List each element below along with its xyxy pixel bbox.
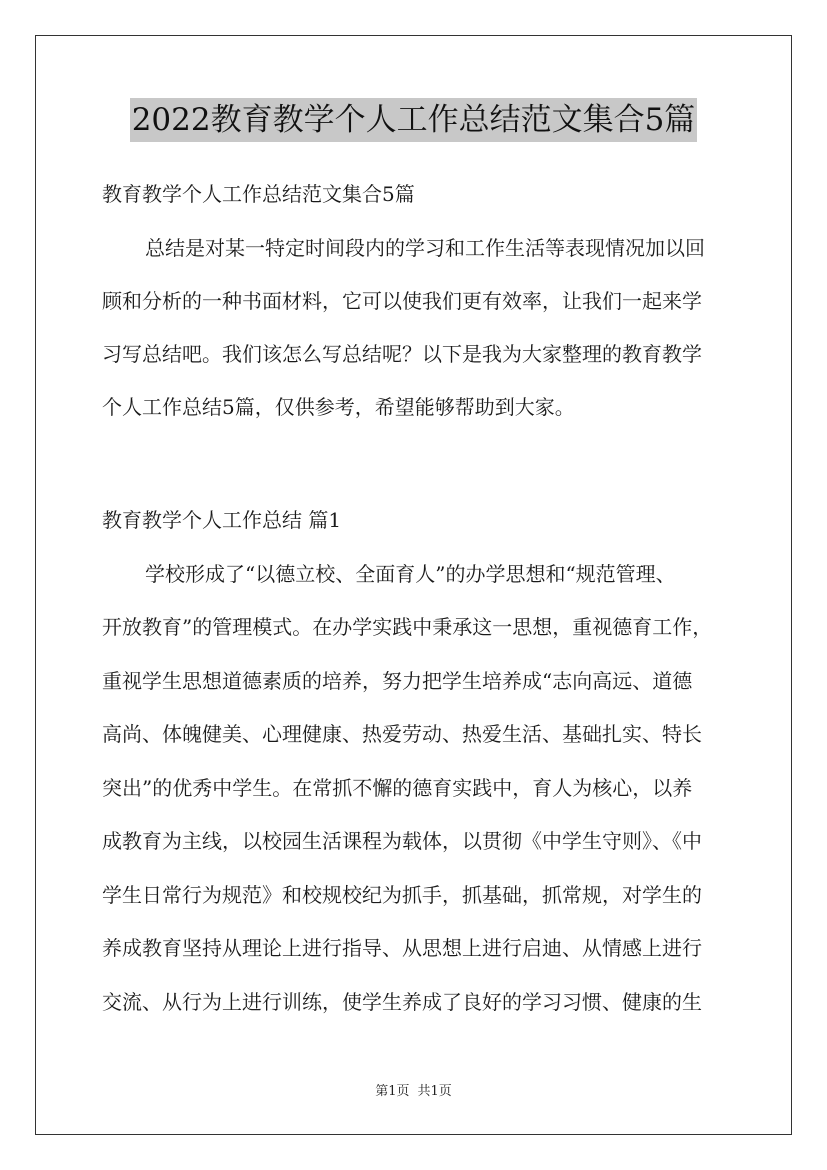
intro-line: 总结是对某一特定时间段内的学习和工作生活等表现情况加以回 — [145, 236, 705, 260]
page-footer — [0, 1083, 827, 1101]
body-line: 交流、从行为上进行训练，使学生养成了良好的学习习惯、健康的生 — [102, 990, 702, 1014]
intro-line: 习写总结吧。我们该怎么写总结呢？以下是我为大家整理的教育教学 — [102, 342, 702, 366]
body-line: 学校形成了“以德立校、全面育人”的办学思想和“规范管理、 — [145, 562, 676, 586]
intro-line: 顾和分析的一种书面材料，它可以使我们更有效率，让我们一起来学 — [102, 289, 702, 313]
document-title: 2022教育教学个人工作总结范文集合5篇 — [130, 98, 698, 142]
body-line: 开放教育”的管理模式。在办学实践中秉承这一思想，重视德育工作， — [102, 615, 713, 639]
document-subtitle: 教育教学个人工作总结范文集合5篇 — [102, 182, 415, 206]
title-container — [0, 98, 827, 142]
intro-line: 个人工作总结5篇，仅供参考，希望能够帮助到大家。 — [102, 395, 575, 419]
page-total: 共1页 — [417, 1084, 452, 1099]
body-line: 重视学生思想道德素质的培养，努力把学生培养成“志向高远、道德 — [102, 669, 693, 693]
body-line: 成教育为主线，以校园生活课程为载体，以贯彻《中学生守则》、《中 — [102, 829, 702, 853]
body-line: 高尚、体魄健美、心理健康、热爱劳动、热爱生活、基础扎实、特长 — [102, 722, 702, 746]
section-heading: 教育教学个人工作总结 篇1 — [102, 508, 342, 532]
body-line: 养成教育坚持从理论上进行指导、从思想上进行启迪、从情感上进行 — [102, 936, 702, 960]
body-line: 突出”的优秀中学生。在常抓不懈的德育实践中，育人为核心，以养 — [102, 776, 693, 800]
page-number: 第1页 — [375, 1084, 410, 1099]
body-line: 学生日常行为规范》和校规校纪为抓手，抓基础，抓常规，对学生的 — [102, 883, 702, 907]
